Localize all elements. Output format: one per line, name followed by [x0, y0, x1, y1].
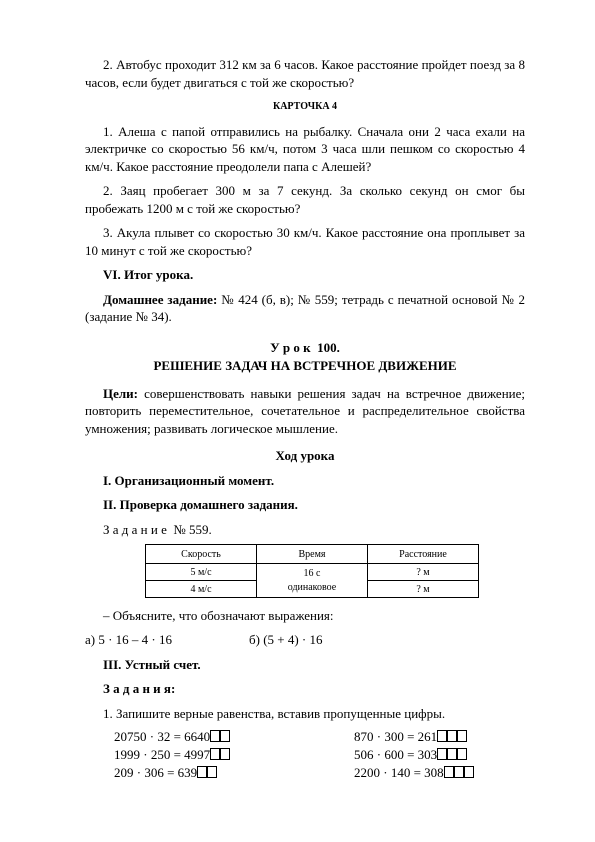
goals	[85, 385, 525, 438]
equation: 870 · 300 = 261	[354, 728, 544, 746]
lesson-heading	[85, 339, 525, 375]
header-speed: Скорость	[146, 545, 257, 564]
lesson-name: РЕШЕНИЕ ЗАДАЧ НА ВСТРЕЧНОЕ ДВИЖЕНИЕ	[153, 357, 457, 373]
missing-digit-box	[447, 748, 457, 760]
problem-bus: 2. Автобус проходит 312 км за 6 часов. Какое расстояние пройдет поезд за 8 часов, если будет двигаться с той же скоростью?	[85, 57, 525, 90]
section-summary: VI. Итог урока.	[103, 267, 194, 282]
missing-digit-box	[457, 730, 467, 742]
task-fill-digits: 1. Запишите верные равенства, вставив пропущенные цифры.	[103, 705, 446, 721]
tasks-label: З а д а н и я:	[103, 681, 176, 696]
equation: 20750 · 32 = 6640	[114, 728, 354, 746]
missing-digit-box	[454, 766, 464, 778]
speed-table	[145, 544, 479, 598]
missing-digit-box	[207, 766, 217, 778]
missing-digit-box	[210, 730, 220, 742]
time-cell: 16 с одинаковое	[257, 564, 368, 598]
course-heading: Ход урока	[275, 448, 335, 463]
goals-label: Цели:	[103, 385, 138, 401]
equation: 1999 · 250 = 4997	[114, 746, 354, 764]
task-label: З а д а н и е № 559.	[103, 521, 212, 537]
missing-digit-box	[444, 766, 454, 778]
card-title: КАРТОЧКА 4	[272, 101, 338, 112]
equation: 209 · 306 = 639	[114, 764, 354, 782]
document-page	[85, 56, 525, 782]
missing-digit-box	[464, 766, 474, 778]
problem-fishing: 1. Алеша с папой отправились на рыбалку. Сначала они 2 часа ехали на электричке со скоростью 56 км/ч, потом 3 часа шли пешком со скоростью 4 км/ч. Какое расстояние преодолели папа с Алешей?	[85, 123, 525, 174]
equation: 506 · 600 = 303	[354, 746, 544, 764]
missing-digit-box	[220, 748, 230, 760]
missing-digit-box	[197, 766, 207, 778]
expression-b: б) (5 + 4) · 16	[249, 631, 323, 647]
missing-digit-box	[437, 748, 447, 760]
section-oral: III. Устный счет.	[103, 656, 201, 672]
missing-digit-box	[220, 730, 230, 742]
speed-cell: 5 м/с	[146, 564, 257, 581]
lesson-number: У р о к 100.	[270, 339, 340, 355]
problem-hare: 2. Заяц пробегает 300 м за 7 секунд. За сколько секунд он смог бы пробежать 1200 м с той же скоростью?	[85, 183, 525, 216]
missing-digit-box	[457, 748, 467, 760]
header-distance: Расстояние	[368, 545, 479, 564]
goals-text: совершенствовать навыки решения задач на встречное движение; повторить переместительное, сочетательное и распределительное свойства умножения; развивать логическое мышление.	[85, 385, 525, 436]
expressions-row	[85, 631, 525, 649]
explain-question: – Объясните, что обозначают выражения:	[103, 608, 334, 623]
speed-cell: 4 м/с	[146, 581, 257, 598]
section-homework-check: II. Проверка домашнего задания.	[103, 497, 298, 512]
missing-digit-box	[210, 748, 220, 760]
section-org: I. Организационный момент.	[103, 472, 275, 488]
homework	[85, 291, 525, 326]
homework-label: Домашнее задание:	[103, 291, 218, 307]
header-time: Время	[257, 545, 368, 564]
missing-digit-box	[447, 730, 457, 742]
distance-cell: ? м	[368, 581, 479, 598]
missing-digit-box	[437, 730, 447, 742]
equation: 2200 · 140 = 308	[354, 764, 544, 782]
expression-a: а) 5 · 16 – 4 · 16	[85, 631, 173, 647]
homework-text: № 424 (б, в); № 559; тетрадь с печатной основой № 2 (задание № 34).	[85, 291, 525, 324]
distance-cell: ? м	[368, 564, 479, 581]
equations-grid	[114, 728, 525, 782]
problem-shark: 3. Акула плывет со скоростью 30 км/ч. Какое расстояние она проплывет за 10 минут с той же скоростью?	[85, 225, 525, 258]
